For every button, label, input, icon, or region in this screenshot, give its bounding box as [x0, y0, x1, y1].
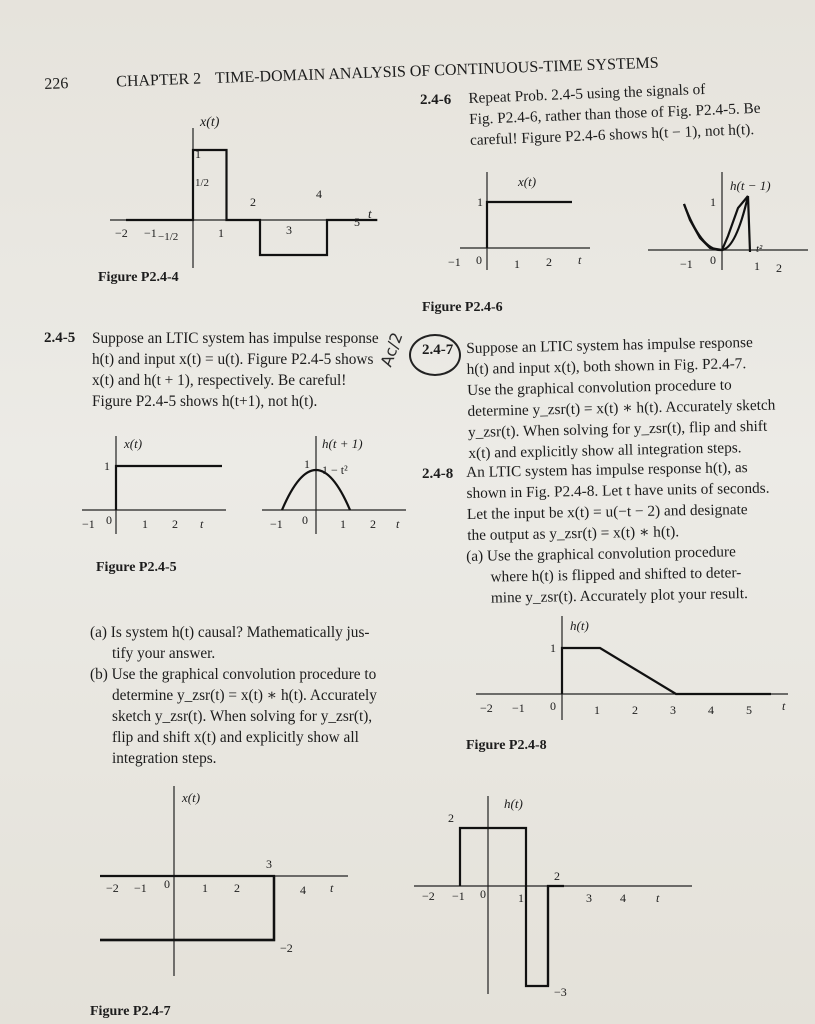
- tick-label: 0: [302, 513, 308, 527]
- tick-label: 0: [164, 877, 170, 891]
- tick-label: 3: [670, 703, 676, 717]
- figure-caption: Figure P2.4-8: [466, 738, 547, 753]
- tick-label: 1/2: [195, 177, 210, 189]
- problem-2-4-5-part-a: (a) Is system h(t) causal? Mathematically jus- tify your answer.: [90, 624, 370, 662]
- x-label: t: [396, 517, 400, 531]
- problem-2-4-5-part-b: (b) Use the graphical convolution procedure to determine y_zsr(t) = x(t) ∗ h(t). Accurately sketch y_zsr(t). When solving for y_zsr(t), flip and shift x(t) and explicitly show all integration steps.: [90, 666, 377, 767]
- value-label: 2: [250, 195, 256, 209]
- problem-number-2-4-5: 2.4-5: [44, 330, 76, 346]
- tick-label: 1: [202, 881, 208, 895]
- problem-number-2-4-8: 2.4-8: [422, 466, 454, 482]
- tick-label: −1: [144, 226, 157, 240]
- x-label: t: [578, 253, 582, 267]
- tick-label: 1: [518, 891, 524, 905]
- level-label: −2: [280, 941, 293, 955]
- problem-2-4-8-text: An LTIC system has impulse response h(t), as shown in Fig. P2.4-8. Let t have units of seconds. Let the input be x(t) = u(−t − 2) and designate the output as y_zsr(t) = x(t) ∗ h(t).: [466, 459, 770, 544]
- figure-p2-4-4: [100, 108, 400, 278]
- problem-2-4-8-part-a: (a) Use the graphical convolution procedure where h(t) is flipped and shifted to deter- mine y_zsr(t). Accurately plot your result.: [466, 543, 749, 607]
- tick-label: −1: [452, 889, 465, 903]
- x-label: t: [782, 699, 786, 713]
- tick-label: 0: [710, 253, 716, 267]
- tick-label: 4: [708, 703, 714, 717]
- tick-label: 2: [632, 703, 638, 717]
- figure-p2-4-7-x: [94, 780, 354, 980]
- figure-p2-4-7-h: [408, 790, 698, 1000]
- y-label: x(t): [124, 436, 143, 451]
- x-label: t: [330, 881, 334, 895]
- level-label: 2: [554, 869, 560, 883]
- tick-label: 0: [550, 699, 556, 713]
- y-label: x(t): [200, 115, 220, 130]
- tick-label: 5: [746, 703, 752, 717]
- chapter-title: TIME-DOMAIN ANALYSIS OF CONTINUOUS-TIME SYSTEMS: [214, 54, 659, 88]
- tick-label: 2: [546, 255, 552, 269]
- tick-label: −2: [480, 701, 493, 715]
- figure-p2-4-8: [470, 610, 800, 730]
- level-label: 1: [477, 195, 483, 209]
- tick-label: 4: [300, 883, 306, 897]
- tick-label: 1: [218, 226, 224, 240]
- problem-number-2-4-7: 2.4-7: [422, 342, 454, 358]
- level-label: 1: [550, 641, 556, 655]
- curve-trace: [684, 196, 748, 250]
- problem-2-4-6-text: Repeat Prob. 2.4-5 using the signals of Fig. P2.4-6, rather than those of Fig. P2.4-5. Be careful! Figure P2.4-6 shows h(t − 1), not h(t).: [468, 80, 761, 149]
- page-number: 226: [44, 75, 69, 93]
- tick-label: −1: [512, 701, 525, 715]
- tick-label: −1: [448, 255, 461, 269]
- tick-label: 2: [234, 881, 240, 895]
- tick-label: −1: [680, 257, 693, 271]
- y-label: x(t): [518, 174, 537, 189]
- figure-p2-4-6: [440, 160, 810, 300]
- signal-trace: [487, 202, 572, 248]
- tick-label: 2: [776, 261, 782, 275]
- tick-label: 2: [370, 517, 376, 531]
- tick-label: −1/2: [158, 231, 179, 243]
- x-label: t: [368, 206, 372, 221]
- problem-2-4-5-text: Suppose an LTIC system has impulse response h(t) and input x(t) = u(t). Figure P2.4-5 shows x(t) and h(t + 1), respectively. Be careful! Figure P2.4-5 shows h(t+1), not h(t).: [92, 330, 379, 410]
- y-label: h(t + 1): [322, 436, 363, 451]
- tick-label: 3: [586, 891, 592, 905]
- tick-label: 0: [106, 513, 112, 527]
- signal-trace: [100, 876, 274, 940]
- signal-trace: [100, 876, 274, 940]
- margin-pen-note: Ac/2: [376, 329, 407, 370]
- level-label: 1: [104, 459, 110, 473]
- tick-label: −1: [270, 517, 283, 531]
- tick-label: 1: [195, 147, 201, 161]
- figure-p2-4-5: [76, 430, 416, 540]
- level-label: −3: [554, 985, 567, 999]
- signal-trace: [562, 648, 771, 694]
- tick-label: 1: [340, 517, 346, 531]
- x-label: t: [656, 891, 660, 905]
- y-label: h(t − 1): [730, 178, 771, 193]
- chapter-label: CHAPTER 2: [115, 70, 202, 91]
- tick-label: 0: [480, 887, 486, 901]
- problem-number-2-4-6: 2.4-6: [420, 92, 452, 108]
- tick-label: −2: [115, 226, 128, 240]
- tick-label: 0: [476, 253, 482, 267]
- value-label: 4: [316, 187, 322, 201]
- x-label: t: [200, 517, 204, 531]
- level-label: 1: [304, 457, 310, 471]
- figure-caption: Figure P2.4-7: [90, 1004, 171, 1019]
- figure-caption: Figure P2.4-6: [422, 300, 503, 315]
- tick-label: 4: [620, 891, 626, 905]
- figure-caption: Figure P2.4-5: [96, 560, 177, 575]
- tick-label: 2: [172, 517, 178, 531]
- level-label: 1: [710, 195, 716, 209]
- signal-trace: [116, 466, 222, 510]
- curve-label: t²: [756, 243, 763, 255]
- tick-label: 1: [514, 257, 520, 271]
- tick-label: 1: [594, 703, 600, 717]
- figure-caption: Figure P2.4-4: [98, 270, 179, 285]
- level-label: 3: [266, 857, 272, 871]
- tick-label: 3: [286, 223, 292, 237]
- problem-2-4-7-text: Suppose an LTIC system has impulse response h(t) and input x(t), both shown in Fig. P2.4-7. Use the graphical convolution procedure to determine y_zsr(t) = x(t) ∗ h(t). Accurately sketch y_zsr(t). When solving for y_zsr(t), flip and shift x(t) and explicitly show all integration steps.: [466, 333, 776, 462]
- tick-label: 1: [142, 517, 148, 531]
- tick-label: −1: [82, 517, 95, 531]
- tick-label: 1: [754, 259, 760, 273]
- curve-label: 1 − t²: [322, 463, 348, 477]
- tick-label: −2: [106, 881, 119, 895]
- tick-label: −1: [134, 881, 147, 895]
- y-label: h(t): [504, 796, 523, 811]
- level-label: 2: [448, 811, 454, 825]
- tick-label: 5: [354, 215, 360, 229]
- y-label: x(t): [182, 790, 201, 805]
- tick-label: −2: [422, 889, 435, 903]
- y-label: h(t): [570, 618, 589, 633]
